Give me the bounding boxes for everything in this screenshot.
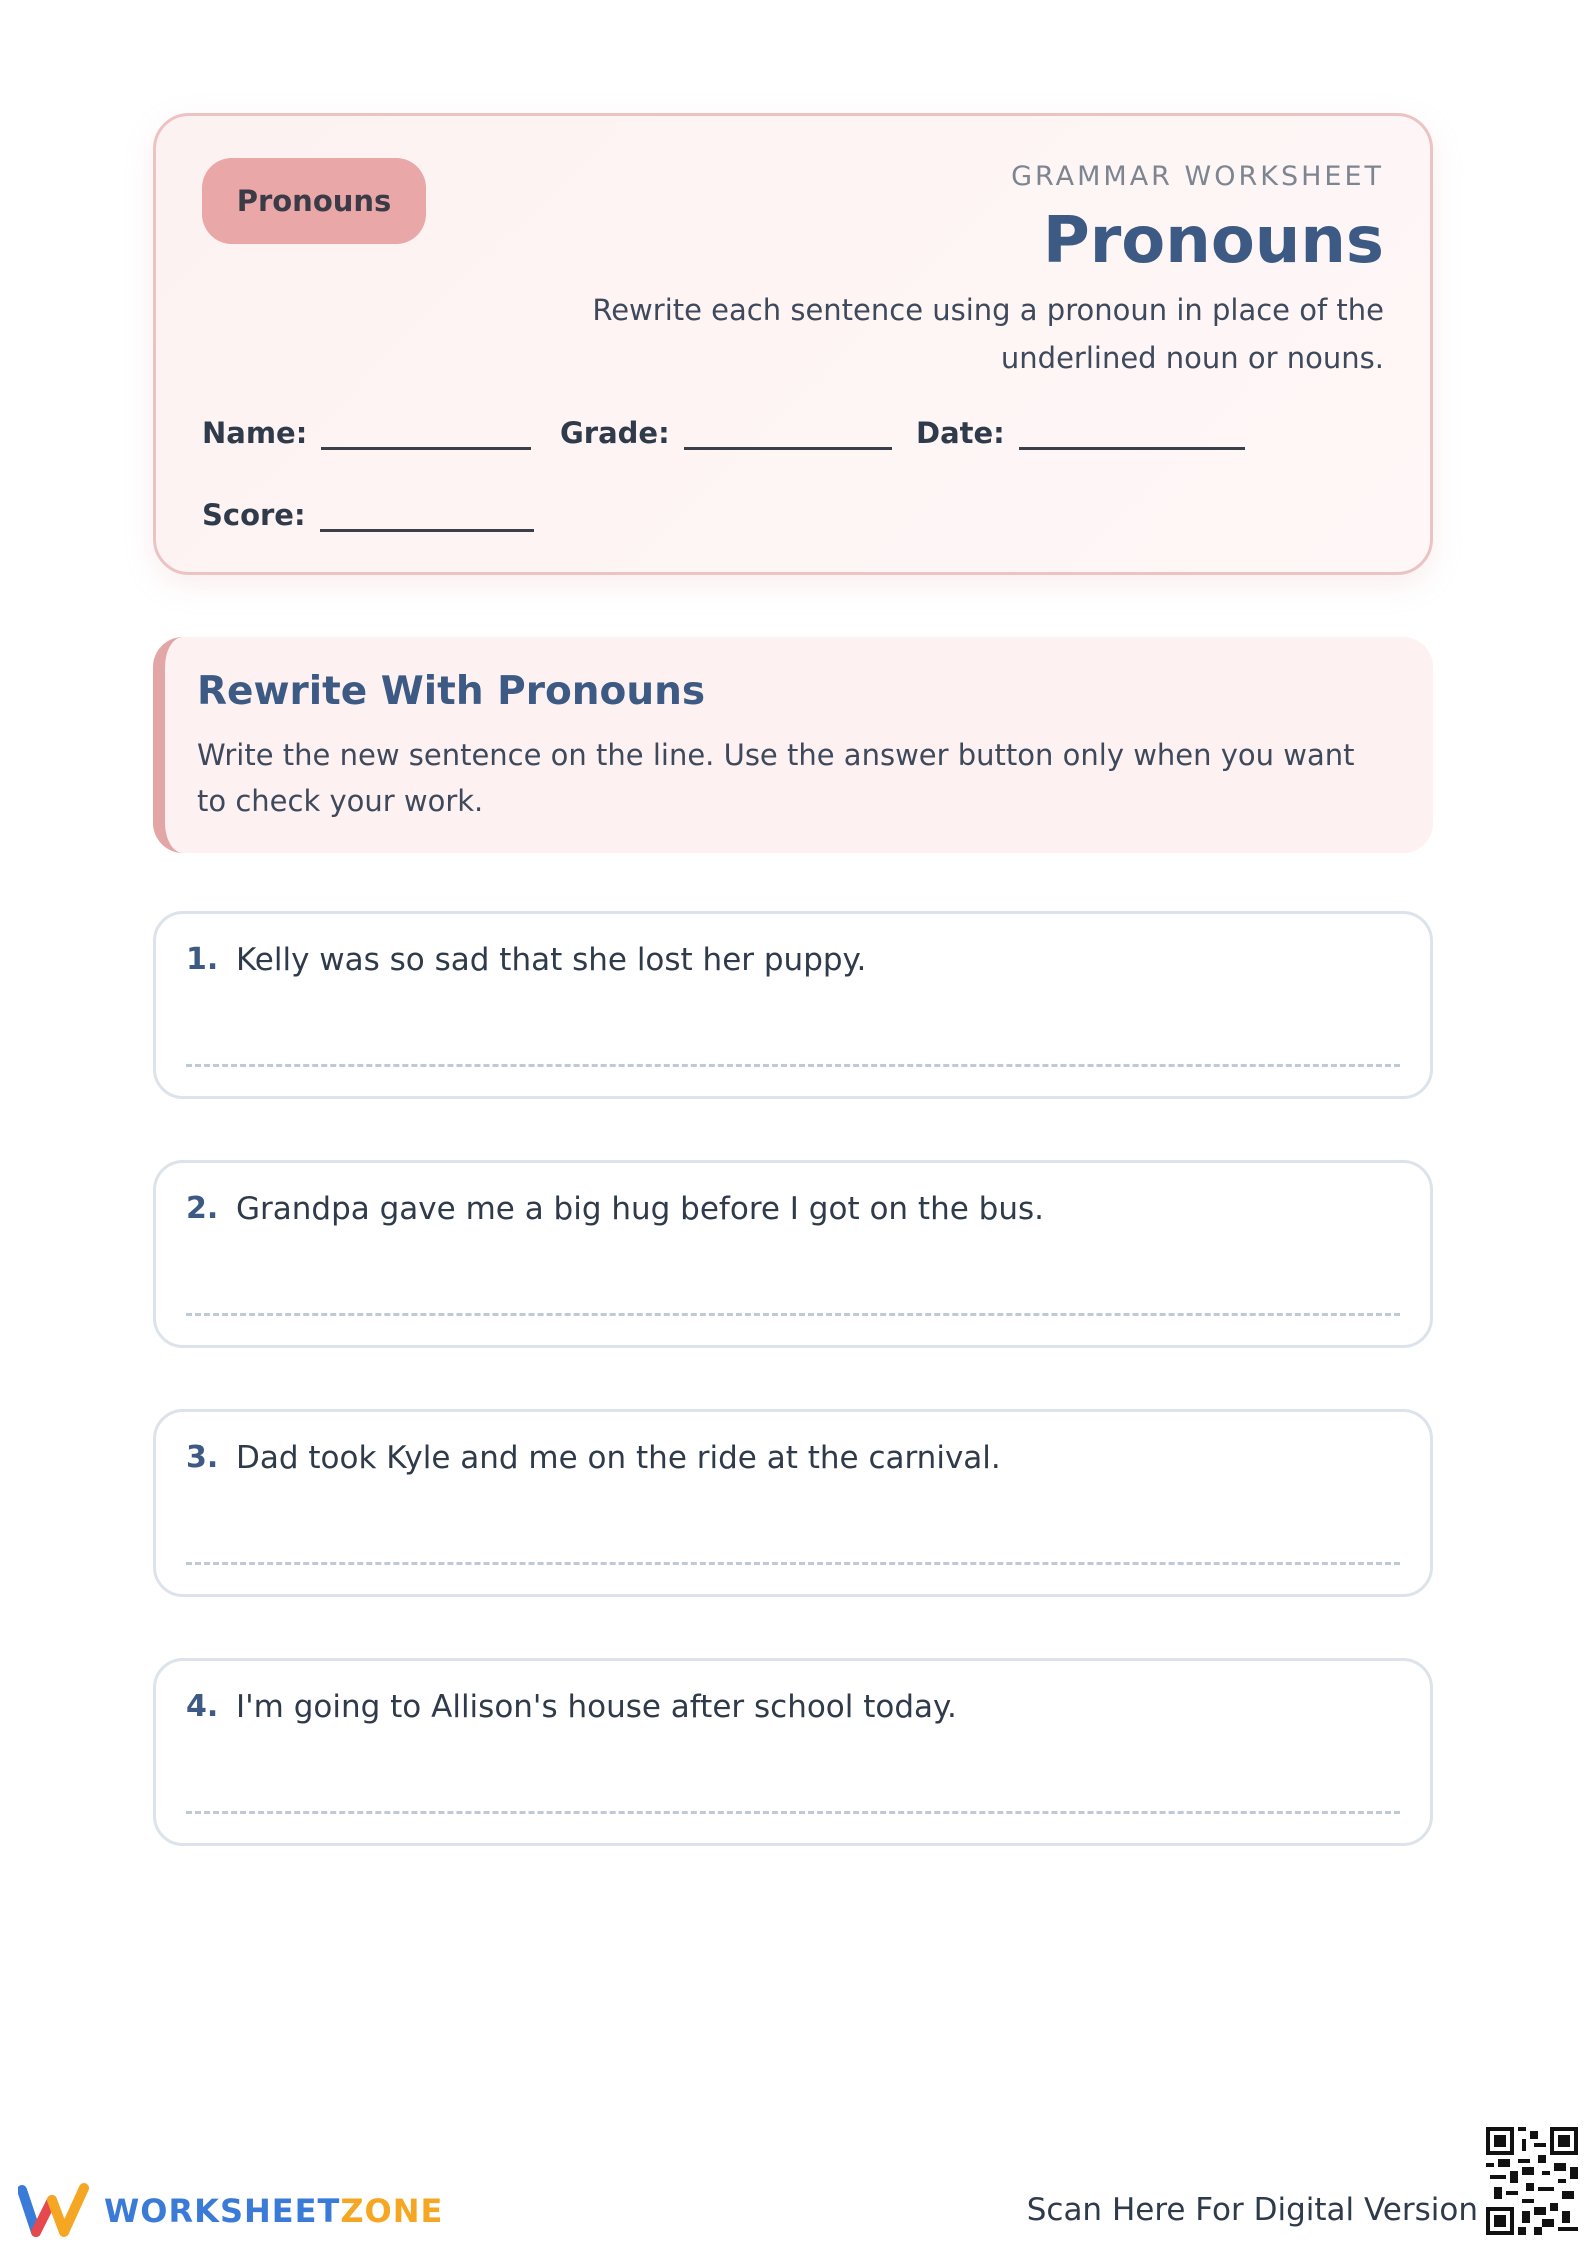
grade-line[interactable] <box>684 421 892 450</box>
section-instructions: Write the new sentence on the line. Use the answer button only when you want to check your work. <box>197 738 1355 818</box>
score-line[interactable] <box>320 503 534 532</box>
name-field <box>202 416 531 450</box>
qr-code-icon[interactable] <box>1486 2127 1578 2235</box>
question-card-1 <box>153 911 1433 1099</box>
logo-text <box>104 2192 443 2230</box>
instructions-panel <box>153 637 1433 853</box>
worksheet-description: Rewrite each sentence using a pronoun in place of the underlined noun or nouns. <box>592 293 1384 375</box>
section-title: Rewrite With Pronouns <box>197 669 706 714</box>
name-line[interactable] <box>321 421 531 450</box>
grade-field <box>560 416 892 450</box>
date-line[interactable] <box>1019 421 1245 450</box>
answer-line[interactable] <box>186 1811 1400 1814</box>
worksheetzone-logo[interactable] <box>18 2182 443 2240</box>
topic-pill: Pronouns <box>202 158 426 244</box>
date-label: Date: <box>916 416 1005 450</box>
worksheet-type-label: GRAMMAR WORKSHEET <box>1011 161 1384 192</box>
logo-w-icon <box>18 2182 92 2240</box>
score-label: Score: <box>202 498 306 532</box>
question-card-4 <box>153 1658 1433 1846</box>
question-text: Kelly was so sad that she lost her puppy. <box>236 942 867 978</box>
grade-label: Grade: <box>560 416 670 450</box>
question-number: 1. <box>186 942 219 977</box>
question-text: Grandpa gave me a big hug before I got on the bus. <box>236 1191 1044 1227</box>
date-field <box>916 416 1245 450</box>
question-number: 3. <box>186 1440 219 1475</box>
question-text: Dad took Kyle and me on the ride at the carnival. <box>236 1440 1001 1476</box>
worksheet-header-card <box>153 113 1433 575</box>
answer-line[interactable] <box>186 1562 1400 1565</box>
logo-text-zone: ZONE <box>340 2192 444 2230</box>
page-title: Pronouns <box>1042 204 1384 278</box>
answer-line[interactable] <box>186 1313 1400 1316</box>
question-number: 2. <box>186 1191 219 1226</box>
answer-line[interactable] <box>186 1064 1400 1067</box>
name-label: Name: <box>202 416 308 450</box>
question-card-2 <box>153 1160 1433 1348</box>
question-text: I'm going to Allison's house after school today. <box>236 1689 957 1725</box>
question-number: 4. <box>186 1689 219 1724</box>
scan-prompt: Scan Here For Digital Version <box>1026 2192 1478 2228</box>
score-field <box>202 498 534 532</box>
question-card-3 <box>153 1409 1433 1597</box>
logo-text-worksheet: WORKSHEET <box>104 2192 341 2230</box>
